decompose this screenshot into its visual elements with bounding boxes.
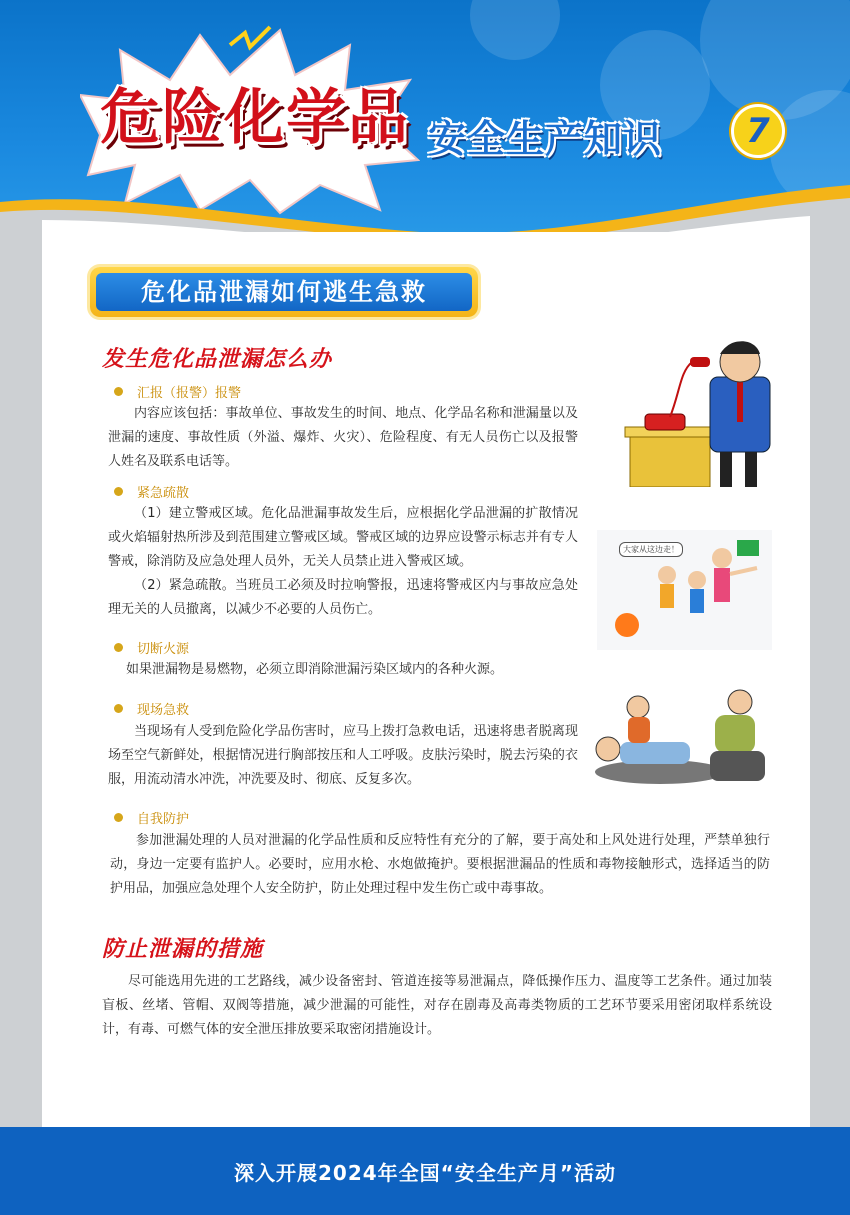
item-protect-text: 参加泄漏处理的人员对泄漏的化学品性质和反应特性有充分的了解，要于高处和上风处进行处理，严禁单独行动，身边一定要有监护人。必要时，应用水枪、水炮做掩护。要根据泄漏品的性质和毒物接触形式，选择适当的防护用品，加强应急处理个人安全防护，防止处理过程中发生伤亡或中毒事故。 [110, 833, 770, 896]
footer-slogan: 深入开展2024年全国“安全生产月”活动 [234, 1161, 616, 1185]
section-banner-title: 危化品泄漏如何逃生急救 [96, 273, 472, 311]
first-aid-illustration-icon [590, 687, 775, 792]
content-card [42, 232, 810, 1127]
item-label: 现场急救 [137, 703, 190, 718]
item-evacuate-label [114, 482, 189, 501]
item-evacuate-text-2: （2）紧急疏散。当班员工必须及时拉响警报，迅速将警戒区内与事故应急处理无关的人员撤离，以减少不必要的人员伤亡。 [108, 578, 578, 617]
part1-heading: 发生危化品泄漏怎么办 [102, 347, 333, 372]
decor-petal [470, 0, 560, 60]
phone-call-illustration-icon [620, 332, 780, 487]
bullet-dot-icon [114, 704, 123, 713]
item-protect-label [114, 808, 189, 827]
item-report-label [114, 382, 241, 401]
section-banner [90, 267, 478, 317]
part2-text: 尽可能选用先进的工艺路线，减少设备密封、管道连接等易泄漏点，降低操作压力、温度等工艺条件。通过加装盲板、丝堵、管帽、双阀等措施，减少泄漏的可能性，对存在剧毒及高毒类物质的工艺环节要采用密闭取样系统设计，有毒、可燃气体的安全泄压排放要采取密闭措施设计。 [102, 974, 772, 1037]
page-footer [0, 1127, 850, 1215]
item-fire-text: 如果泄漏物是易燃物，必须立即消除泄漏污染区域内的各种火源。 [126, 662, 504, 677]
bullet-dot-icon [114, 643, 123, 652]
bullet-dot-icon [114, 387, 123, 396]
item-report-text: 内容应该包括：事故单位、事故发生的时间、地点、化学品名称和泄漏量以及泄漏的速度、事故性质（外溢、爆炸、火灾）、危险程度、有无人员伤亡以及报警人姓名及联系电话等。 [108, 406, 578, 469]
bullet-dot-icon [114, 487, 123, 496]
item-evacuate-text-1: （1）建立警戒区域。危化品泄漏事故发生后，应根据化学品泄漏的扩散情况或火焰辐射热所涉及到范围建立警戒区域。警戒区域的边界应设警示标志并有专人警戒，除消防及应急处理人员外，无关人员禁止进入警戒区域。 [108, 506, 578, 569]
item-fire-label [114, 638, 189, 657]
item-label: 紧急疏散 [137, 486, 190, 501]
item-label: 自我防护 [137, 812, 190, 827]
page-title: 危险化学品 [100, 83, 410, 153]
item-firstaid-text: 当现场有人受到危险化学品伤害时，应马上拨打急救电话，迅速将患者脱离现场至空气新鲜处，根据情况进行胸部按压和人工呼吸。皮肤污染时，脱去污染的衣服，用流动清水冲洗，冲洗要及时、彻底、反复多次。 [108, 724, 578, 787]
part2-heading: 防止泄漏的措施 [102, 937, 264, 962]
page-header [0, 0, 850, 250]
evacuation-illustration [597, 530, 772, 650]
item-label: 切断火源 [137, 642, 190, 657]
page-subtitle: 安全生产知识 [428, 117, 663, 161]
sign-speech-bubble: 大家从这边走！ [619, 542, 683, 557]
people-running-icon [597, 530, 772, 650]
issue-number-badge: 7 [731, 104, 785, 158]
item-label: 汇报（报警）报警 [137, 386, 242, 401]
bullet-dot-icon [114, 813, 123, 822]
item-firstaid-label [114, 699, 189, 718]
